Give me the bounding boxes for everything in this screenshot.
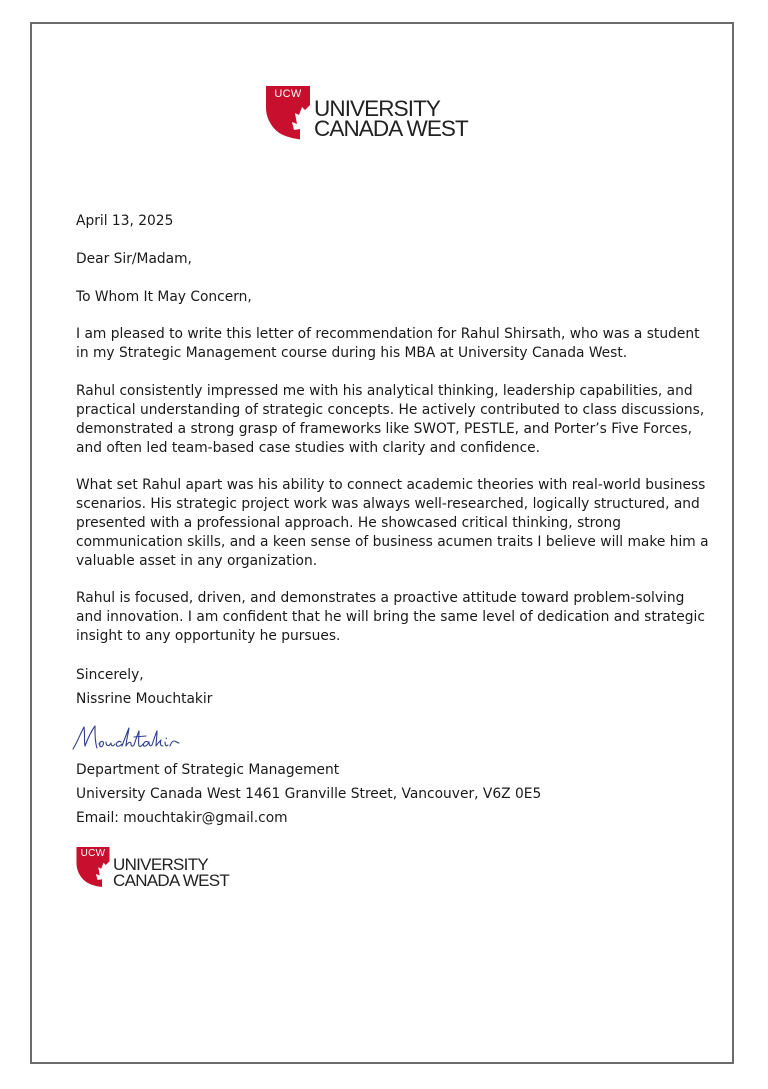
department-line: Department of Strategic Management — [76, 762, 340, 778]
maple-leaf-badge-icon — [76, 847, 110, 889]
logo-wordmark — [314, 96, 468, 141]
paragraph-line: What set Rahul apart was his ability to connect academic theories with real-world business — [76, 477, 706, 493]
maple-leaf-badge-icon — [266, 86, 310, 142]
logo-wordmark — [113, 857, 229, 888]
paragraph-line: valuable asset in any organization. — [76, 553, 318, 569]
signer-name: Nissrine Mouchtakir — [76, 691, 213, 707]
logo-badge-text: UCW — [80, 848, 106, 859]
logo-wordmark-line1: UNIVERSITY — [113, 855, 209, 874]
university-logo-header — [266, 86, 468, 142]
email-line: Email: mouchtakir@gmail.com — [76, 810, 288, 826]
letter-paragraph-1 — [76, 325, 699, 363]
letter-opening: To Whom It May Concern, — [76, 289, 252, 305]
paragraph-line: Rahul is focused, driven, and demonstrates a proactive attitude toward problem-solving — [76, 590, 685, 606]
logo-wordmark-line1: UNIVERSITY — [314, 96, 441, 121]
logo-wordmark-line2: CANADA WEST — [113, 870, 230, 890]
paragraph-line: I am pleased to write this letter of recommendation for Rahul Shirsath, who was a student — [76, 326, 700, 342]
paragraph-line: and often led team-based case studies with clarity and confidence. — [76, 440, 541, 456]
paragraph-line: in my Strategic Management course during his MBA at University Canada West. — [76, 345, 628, 361]
logo-badge-text: UCW — [274, 88, 302, 100]
address-line: University Canada West 1461 Granville Street, Vancouver, V6Z 0E5 — [76, 786, 542, 802]
logo-wordmark-line2: CANADA WEST — [314, 116, 468, 141]
paragraph-line: and innovation. I am confident that he will bring the same level of dedication and strategic — [76, 609, 705, 625]
letter-paragraph-4 — [76, 589, 705, 646]
letter-paragraph-2 — [76, 382, 704, 458]
letter-date: April 13, 2025 — [76, 213, 174, 229]
paragraph-line: presented with a professional approach. He showcased critical thinking, strong — [76, 515, 621, 531]
paragraph-line: practical understanding of strategic concepts. He actively contributed to class discussions, — [76, 402, 705, 418]
handwritten-signature — [70, 722, 180, 756]
letter-closing: Sincerely, — [76, 667, 144, 683]
paragraph-line: demonstrated a strong grasp of frameworks like SWOT, PESTLE, and Porter’s Five Forces, — [76, 421, 692, 437]
letter-salutation: Dear Sir/Madam, — [76, 251, 192, 267]
paragraph-line: insight to any opportunity he pursues. — [76, 628, 341, 644]
paragraph-line: communication skills, and a keen sense of business acumen traits I believe will make him a — [76, 534, 709, 550]
paragraph-line: Rahul consistently impressed me with his analytical thinking, leadership capabilities, and — [76, 383, 693, 399]
letter-paragraph-3 — [76, 476, 709, 571]
university-logo-footer — [76, 847, 229, 889]
paragraph-line: scenarios. His strategic project work was always well-researched, logically structured, and — [76, 496, 700, 512]
